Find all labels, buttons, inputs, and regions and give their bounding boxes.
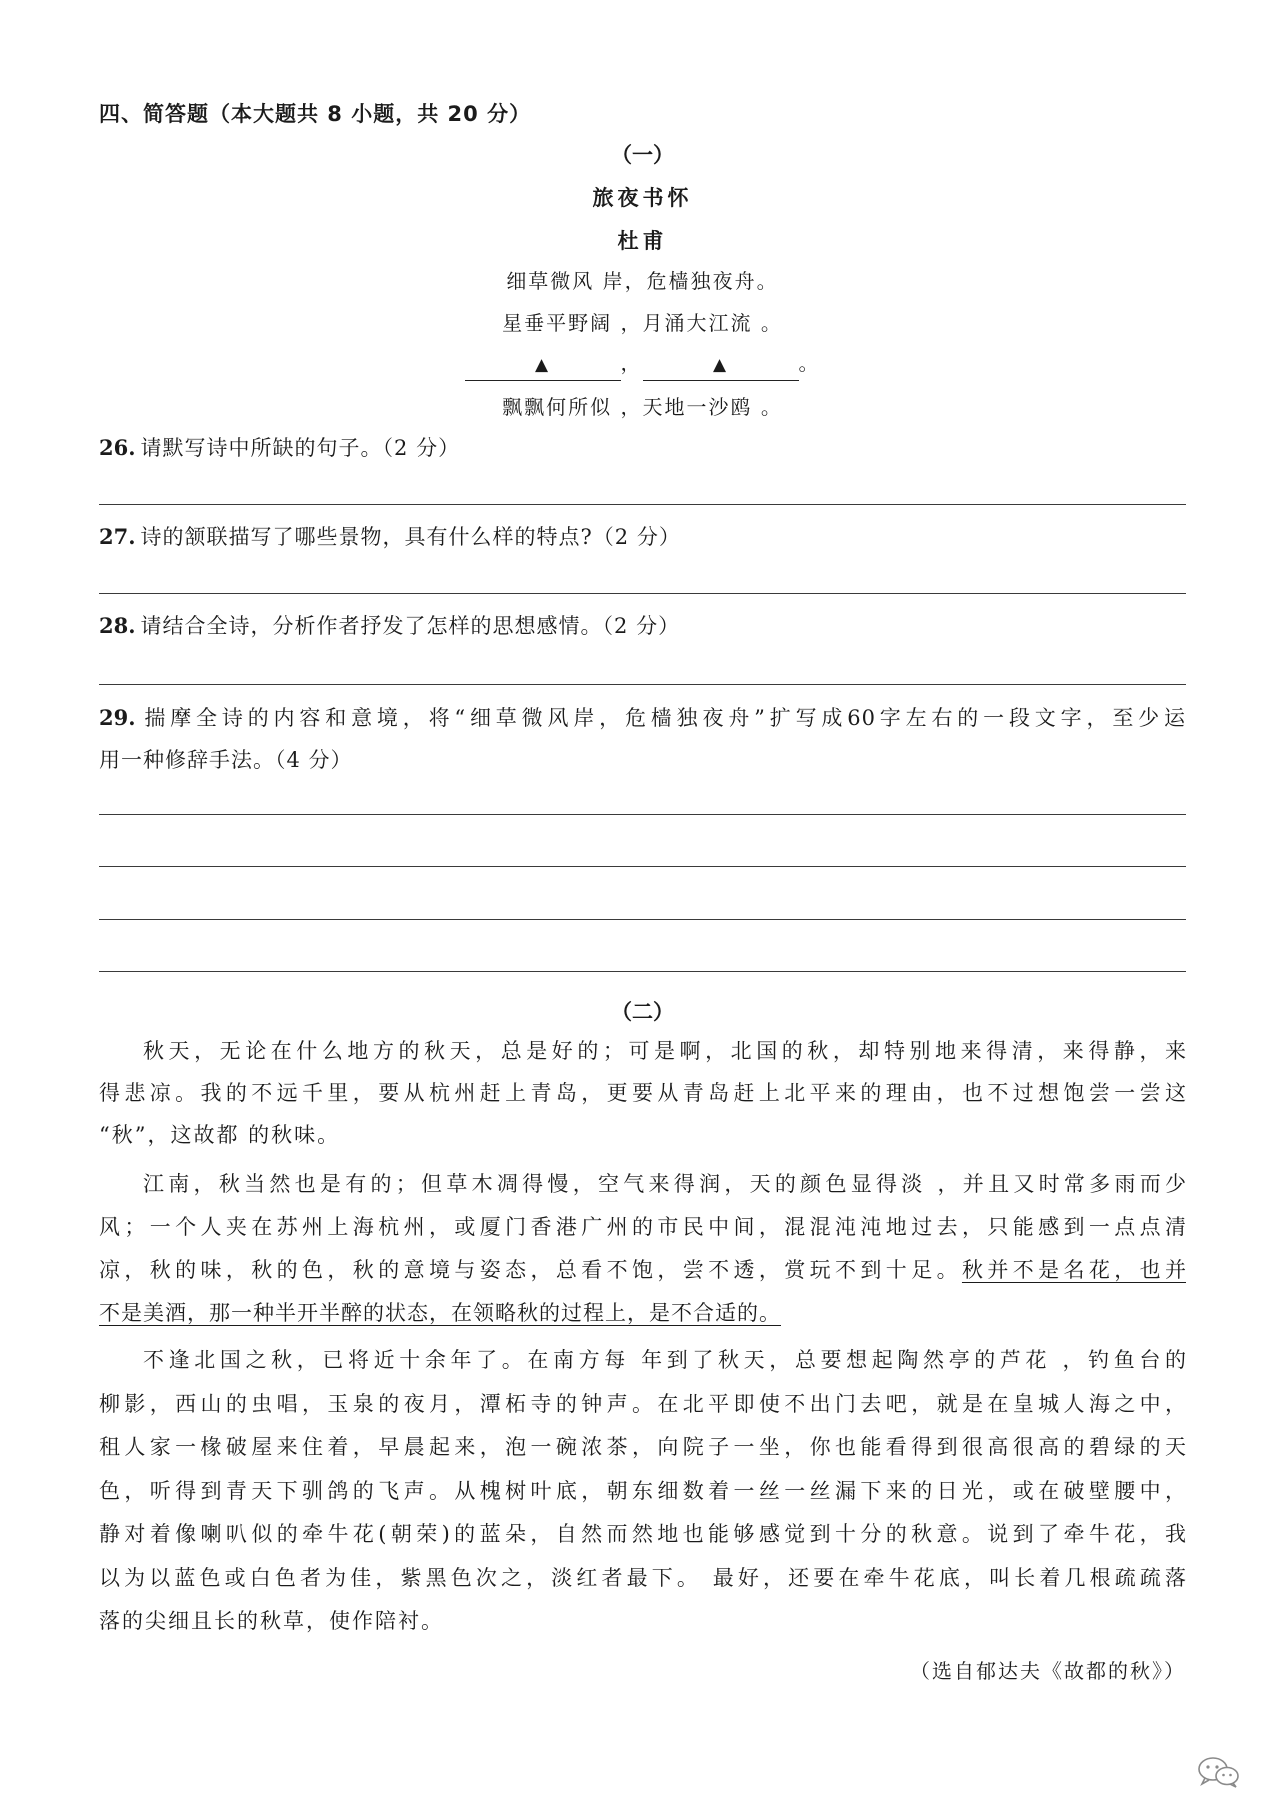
paragraph-1: [99, 1030, 1186, 1156]
answer-line: [99, 866, 1186, 867]
paragraph-2: [99, 1163, 1186, 1335]
text-line: [99, 1249, 1186, 1292]
triangle-marker-icon: ▲: [534, 355, 551, 375]
poem-blank-line: [99, 340, 1186, 386]
poem-line-2: 星垂平野阔 ，月涌大江流 。: [502, 311, 783, 335]
text-line: 以为以蓝色或白色者为佳，紫黑色次之，淡红者最下。 最好，还要在牵牛花底，叫长着几根疏疏落: [99, 1565, 1186, 1590]
text-line: 柳影，西山的虫唱，玉泉的夜月，潭柘寺的钟声。在北平即使不出门去吧，就是在皇城人海之中，: [99, 1391, 1186, 1416]
question-number: 28.: [99, 613, 136, 638]
part-two-label: （二）: [611, 999, 674, 1024]
part-one-label: （一）: [611, 142, 674, 167]
underlined-sentence: 不是美酒，那一种半开半醉的状态，在领略秋的过程上，是不合适的。: [99, 1301, 781, 1325]
wechat-icon: [1196, 1755, 1242, 1789]
answer-line: [99, 504, 1186, 505]
question-number: 29.: [99, 705, 136, 730]
section-heading: 四、简答题（本大题共 8 小题，共 20 分）: [99, 102, 532, 126]
text-line: 得悲凉。我的不远千里，要从杭州赶上青岛，更要从青岛赶上北平来的理由，也不过想饱尝一尝这: [99, 1081, 1186, 1105]
answer-line: [99, 684, 1186, 685]
text-line: “秋”，这故都 的秋味。: [99, 1123, 341, 1147]
text-line: 色，听得到青天下驯鸽的飞声。从槐树叶底，朝东细数着一丝一丝漏下来的日光，或在破壁腰中，: [99, 1478, 1186, 1503]
text-line: 风；一个人夹在苏州上海杭州，或厦门香港广州的市民中间，混混沌沌地过去，只能感到一点点清: [99, 1215, 1186, 1239]
text-line: 落的尖细且长的秋草，使作陪衬。: [99, 1609, 444, 1633]
poem-line-1: 细草微风 岸，危樯独夜舟。: [506, 269, 779, 293]
question-number: 27.: [99, 524, 136, 549]
question-text: 请结合全诗，分析作者抒发了怎样的思想感情。（2 分）: [140, 614, 681, 638]
answer-line: [99, 971, 1186, 972]
text-line: 秋天，无论在什么地方的秋天，总是好的；可是啊，北国的秋，却特别地来得清，来得静，来: [143, 1039, 1186, 1063]
underlined-sentence: 秋并不是名花，也并: [961, 1258, 1186, 1282]
answer-blank-1: [465, 350, 621, 381]
question-text: 请默写诗中所缺的句子。（2 分）: [140, 436, 461, 460]
triangle-marker-icon: ▲: [712, 355, 729, 375]
question-28: [99, 606, 1186, 646]
text-line: [99, 1292, 1186, 1335]
answer-line: [99, 919, 1186, 920]
question-26: [99, 428, 1186, 468]
text-line: 租人家一椽破屋来住着，早晨起来，泡一碗浓茶，向院子一坐，你也能看得到很高很高的碧绿的天: [99, 1435, 1186, 1459]
text-line: 静对着像喇叭似的牵牛花(朝荣)的蓝朵，自然而然地也能够感觉到十分的秋意。说到了牵牛花，我: [99, 1522, 1186, 1546]
text-line: 江南，秋当然也是有的；但草木凋得慢，空气来得润，天的颜色显得淡 ，并且又时常多雨而少: [143, 1172, 1186, 1196]
poem-author: 杜甫: [617, 228, 668, 253]
answer-blank-2: [643, 350, 799, 381]
blank-separator: ，: [620, 351, 643, 375]
poem-title: 旅夜书怀: [592, 185, 693, 210]
source-citation: （选自郁达夫《故都的秋》）: [910, 1659, 1186, 1683]
text-line: 不逢北国之秋，已将近十余年了。在南方每 年到了秋天，总要想起陶然亭的芦花 ，钓鱼台的: [143, 1348, 1186, 1372]
question-27: [99, 517, 1186, 557]
paragraph-3: [99, 1339, 1186, 1644]
question-number: 26.: [99, 435, 136, 460]
question-text: 揣摩全诗的内容和意境，将“细草微风岸，危樯独夜舟”扩写成60字左右的一段文字，至少运: [140, 706, 1186, 730]
blank-end: 。: [798, 351, 821, 375]
answer-line: [99, 593, 1186, 594]
question-29-continued: 用一种修辞手法。（4 分）: [99, 748, 353, 772]
poem-line-4: 飘飘何所似 ，天地一沙鸥 。: [502, 395, 783, 419]
question-29: [99, 698, 1186, 738]
question-text: 诗的颔联描写了哪些景物，具有什么样的特点?（2 分）: [140, 525, 681, 549]
answer-line: [99, 814, 1186, 815]
text-segment: 凉，秋的味，秋的色，秋的意境与姿态，总看不饱，尝不透，赏玩不到十足。: [99, 1258, 962, 1282]
